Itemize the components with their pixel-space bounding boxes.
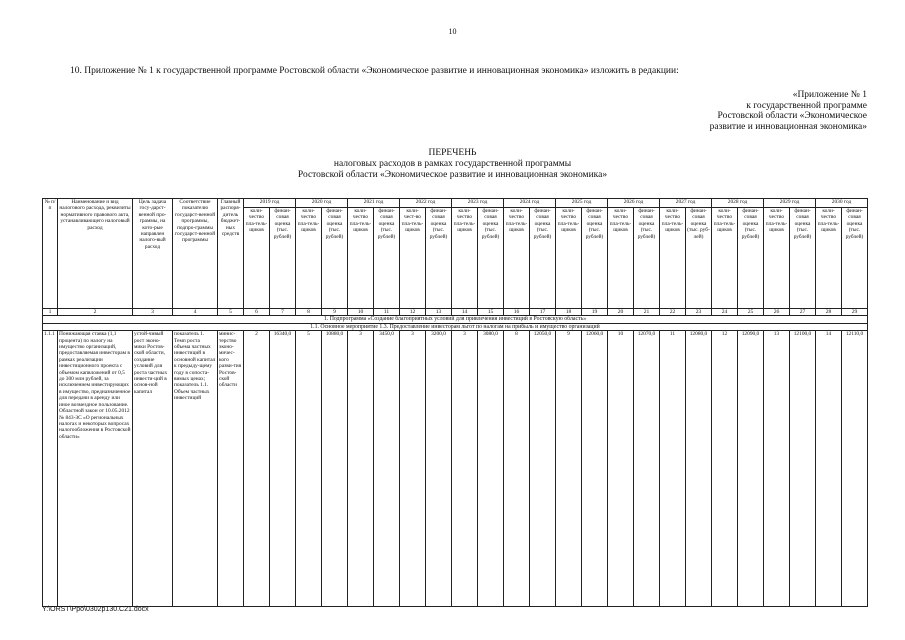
subheader-cell: финан-совая оценка (тыс. рублей) xyxy=(634,208,660,309)
value-cell: 12050,0 xyxy=(530,331,556,607)
value-cell: 9 xyxy=(556,331,582,607)
subheader-cell: финан-совая оценка (тыс. рублей) xyxy=(530,208,556,309)
subheader-cell: коли-чество пла-тель-щиков xyxy=(608,208,634,309)
column-number-cell: 13 xyxy=(426,309,452,316)
file-path: Y:\ORST\Ppo\0302p130.C21.docx xyxy=(42,606,149,613)
value-cell: 16340,0 xyxy=(270,331,296,607)
column-number-cell: 10 xyxy=(348,309,374,316)
tax-expense-name-cell: Понижающая ставка (1,1 процента) по налогу на имущество организаций, предоставляемая инвесторам в рамках реализации инвестиционного проекта с объемом капвложений от 0,5 до 300 млн рублей, за исключением инвестирующих в имущество, предназначенное для передачи в аренду или иное возмездное пользование. Областной закон от 10.05.2012 № 843-ЗС «О региональных налогах и некоторых вопросах налогообложения в Ростовской области» xyxy=(58,331,133,607)
value-cell: 12080,0 xyxy=(686,331,712,607)
column-number-cell: 24 xyxy=(712,309,738,316)
subheader-cell: коли-чество пла-тель-щиков xyxy=(244,208,270,309)
year-header-cell: 2023 год xyxy=(452,199,504,208)
column-number-cell: 16 xyxy=(504,309,530,316)
subheader-cell: финан-совая оценка (тыс. рублей) xyxy=(582,208,608,309)
column-number-cell: 19 xyxy=(582,309,608,316)
tax-expenses-table xyxy=(42,198,868,607)
value-cell: 5 xyxy=(296,331,322,607)
appendix-line: к государственной программе xyxy=(746,100,867,111)
subheader-cell: коли-чест-во пла-тель-щиков xyxy=(400,208,426,309)
column-number-cell: 14 xyxy=(452,309,478,316)
column-number-cell: 2 xyxy=(58,309,133,316)
subheader-cell: коли-чество пла-тель-щиков xyxy=(660,208,686,309)
subheader-cell: коли-чество пла-тель-щиков xyxy=(452,208,478,309)
value-cell: 11 xyxy=(660,331,686,607)
year-header-cell: 2030 год xyxy=(816,199,868,208)
page-number: 10 xyxy=(448,27,457,36)
column-number-cell: 22 xyxy=(660,309,686,316)
subheader-cell: финан-совая оценка (тыс. рублей) xyxy=(270,208,296,309)
subprogram-row xyxy=(43,316,868,323)
value-cell: 3200,0 xyxy=(426,331,452,607)
header-row-years xyxy=(43,199,868,208)
document-heading xyxy=(0,148,905,181)
row-number-cell: 1.1.1 xyxy=(43,331,58,607)
administrator-cell: минис-терство эконо-мичес-кого разви-тия Ростов-ской области xyxy=(218,331,244,607)
column-number-cell: 17 xyxy=(530,309,556,316)
appendix-line: развитие и инновационная экономика» xyxy=(709,121,867,132)
column-number-cell: 23 xyxy=(686,309,712,316)
value-cell: 12060,0 xyxy=(582,331,608,607)
value-cell: 13 xyxy=(764,331,790,607)
year-header-cell: 2020 год xyxy=(296,199,348,208)
year-header-cell: 2025 год xyxy=(556,199,608,208)
column-number-cell: 28 xyxy=(816,309,842,316)
year-header-cell: 2024 год xyxy=(504,199,556,208)
subheader-cell: финан-совая оценка (тыс. руб-лей) xyxy=(686,208,712,309)
value-cell: 12090,0 xyxy=(738,331,764,607)
header-cell: Главный распоря-дитель бюджет-ных средств xyxy=(218,199,244,309)
subheader-cell: финан-совая оценка (тыс. рублей) xyxy=(478,208,504,309)
column-number-cell: 7 xyxy=(270,309,296,316)
column-number-cell: 21 xyxy=(634,309,660,316)
year-header-cell: 2019 год xyxy=(244,199,296,208)
subheader-cell: коли-чество пла-тель-щиков xyxy=(504,208,530,309)
year-header-cell: 2027 год xyxy=(660,199,712,208)
value-cell: 14 xyxy=(816,331,842,607)
appendix-line: Ростовской области «Экономическое xyxy=(717,111,867,122)
subheader-cell: финан-совая оценка (тыс. рублей) xyxy=(426,208,452,309)
column-number-cell: 1 xyxy=(43,309,58,316)
value-cell: 3450,0 xyxy=(374,331,400,607)
value-cell: 8 xyxy=(504,331,530,607)
event-cell: 1.1. Основное мероприятие 1.3. Предоставление инвесторам льгот по налогам на прибыль и имущество организаций xyxy=(43,323,868,330)
subheader-cell: финан-совая оценка (тыс. рублей) xyxy=(374,208,400,309)
column-number-cell: 11 xyxy=(374,309,400,316)
value-cell: 3 xyxy=(348,331,374,607)
appendix-line: «Приложение № 1 xyxy=(792,90,867,100)
subheader-cell: коли-чество пла-тель-щиков xyxy=(712,208,738,309)
column-number-cell: 8 xyxy=(296,309,322,316)
value-cell: 2 xyxy=(244,331,270,607)
column-number-cell: 27 xyxy=(790,309,816,316)
value-cell: 3 xyxy=(400,331,426,607)
column-number-cell: 3 xyxy=(133,309,173,316)
intro-text: 10. Приложение № 1 к государственной программе Ростовской области «Экономическое развитие и инновационная экономика» изложить в редакции: xyxy=(70,66,679,76)
goal-cell: устой-чивый рост эконо-мики Ростов-ской области, создание условий для роста частных инвести-ций в основ-ной капитал xyxy=(133,331,173,607)
subheader-cell: финан-совая оценка (тыс. рублей) xyxy=(790,208,816,309)
column-number-cell: 5 xyxy=(218,309,244,316)
value-cell: 12 xyxy=(712,331,738,607)
value-cell: 3 xyxy=(452,331,478,607)
table-row xyxy=(43,331,868,607)
subheader-cell: коли-чество пла-тель-щиков xyxy=(556,208,582,309)
heading-title: ПЕРЕЧЕНЬ xyxy=(428,148,477,158)
column-number-cell: 9 xyxy=(322,309,348,316)
value-cell: 10 xyxy=(608,331,634,607)
year-header-cell: 2022 год xyxy=(400,199,452,208)
heading-line: Ростовской области «Экономическое развитие и инновационная экономика» xyxy=(297,170,608,180)
year-header-cell: 2028 год xyxy=(712,199,764,208)
column-number-cell: 18 xyxy=(556,309,582,316)
column-number-cell: 26 xyxy=(764,309,790,316)
subheader-cell: коли-чество пла-тель-щиков xyxy=(764,208,790,309)
column-number-row xyxy=(43,309,868,316)
appendix-header xyxy=(710,90,867,132)
column-number-cell: 25 xyxy=(738,309,764,316)
header-cell: № п/п xyxy=(43,199,58,309)
event-row xyxy=(43,323,868,330)
header-cell: Цель задача госу-дарст-венной про-граммы, на кото-рые направлен налого-вый расход xyxy=(133,199,173,309)
column-number-cell: 6 xyxy=(244,309,270,316)
header-cell: Наименование и вид налогового расхода, реквизиты нормативного правового акта, устанавливающего налоговый расход xyxy=(58,199,133,309)
indicator-cell: показатель 1. Темп роста объема частных инвестиций в основной капитал к предыду-щему году в сопоста-вимых ценах; показатель 1.1. Объем частных инвестиций xyxy=(173,331,218,607)
value-cell: 12070,0 xyxy=(634,331,660,607)
value-cell: 12100,0 xyxy=(790,331,816,607)
value-cell: 10880,0 xyxy=(322,331,348,607)
subheader-cell: коли-чество пла-тель-щиков xyxy=(296,208,322,309)
subheader-cell: финан-совая оценка (тыс. рублей) xyxy=(738,208,764,309)
column-number-cell: 4 xyxy=(173,309,218,316)
column-number-cell: 20 xyxy=(608,309,634,316)
year-header-cell: 2026 год xyxy=(608,199,660,208)
subprogram-cell: 1. Подпрограмма «Создание благоприятных условий для привлечения инвестиций в Ростовскую область» xyxy=(43,316,868,323)
heading-line: налоговых расходов в рамках государственной программы xyxy=(333,159,572,169)
year-header-cell: 2029 год xyxy=(764,199,816,208)
subheader-cell: коли-чество пла-тель-щиков xyxy=(816,208,842,309)
subheader-cell: финан-совая оценка (тыс. рублей) xyxy=(842,208,868,309)
column-number-cell: 12 xyxy=(400,309,426,316)
column-number-cell: 29 xyxy=(842,309,868,316)
header-cell: Соответствие показателю государст-венной программы, подпро-граммы государст-венной программы xyxy=(173,199,218,309)
year-header-cell: 2021 год xyxy=(348,199,400,208)
column-number-cell: 15 xyxy=(478,309,504,316)
subheader-cell: финан-совая оценка (тыс. рублей) xyxy=(322,208,348,309)
value-cell: 12110,0 xyxy=(842,331,868,607)
subheader-cell: коли-чество пла-тель-щиков xyxy=(348,208,374,309)
value-cell: 3080,0 xyxy=(478,331,504,607)
